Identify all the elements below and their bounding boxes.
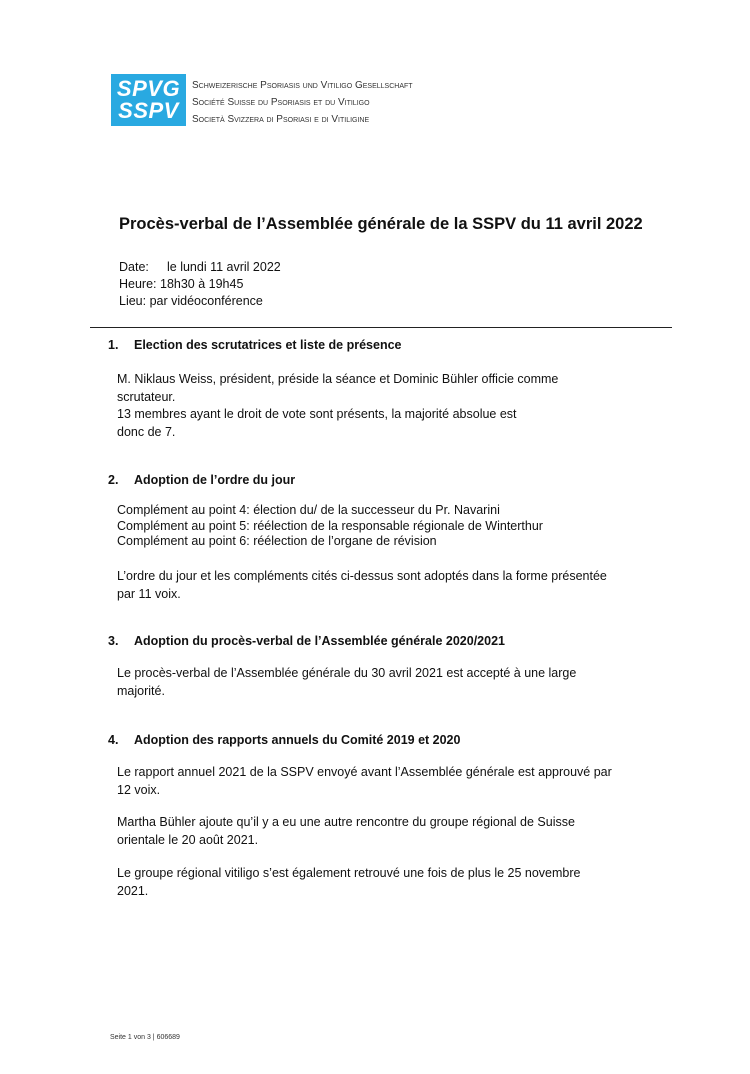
section-title: Adoption du procès-verbal de l’Assemblée générale 2020/2021 bbox=[134, 634, 505, 648]
paragraph-line: scrutateur. bbox=[117, 389, 176, 404]
header-divider bbox=[90, 327, 672, 328]
logo-line-spvg: SPVG bbox=[116, 76, 181, 101]
paragraph-line: Le groupe régional vitiligo s’est également retrouvé une fois de plus le 25 novembre bbox=[117, 866, 581, 880]
section-heading-3 bbox=[108, 634, 505, 648]
paragraph-line: Martha Bühler ajoute qu’il y a eu une autre rencontre du groupe régional de Suisse bbox=[117, 815, 575, 829]
paragraph-line: Complément au point 5: réélection de la responsable régionale de Winterthur bbox=[117, 518, 543, 533]
society-name-de: Schweizerische Psoriasis und Vitiligo Gesellschaft bbox=[192, 80, 413, 91]
section-3-paragraph-1 bbox=[117, 665, 576, 700]
meeting-place: Lieu: par vidéoconférence bbox=[119, 294, 263, 308]
paragraph-line: orientale le 20 août 2021. bbox=[117, 832, 259, 847]
section-4-paragraph-3 bbox=[117, 865, 580, 900]
date-value: le lundi 11 avril 2022 bbox=[167, 260, 281, 274]
section-heading-2 bbox=[108, 473, 295, 487]
section-number: 3. bbox=[108, 634, 119, 648]
meeting-meta bbox=[119, 259, 281, 310]
section-heading-4 bbox=[108, 733, 460, 747]
logo-line-sspv: SSPV bbox=[118, 98, 179, 123]
paragraph-line: donc de 7. bbox=[117, 424, 176, 439]
paragraph-line: 2021. bbox=[117, 883, 149, 898]
paragraph-line: Complément au point 6: réélection de l’organe de révision bbox=[117, 534, 437, 548]
section-title: Adoption des rapports annuels du Comité 2019 et 2020 bbox=[134, 733, 461, 747]
society-name-it: Società Svizzera di Psoriasi e di Vitiligine bbox=[192, 114, 370, 125]
section-2-paragraph-2 bbox=[117, 568, 607, 603]
section-1-paragraph-1 bbox=[117, 371, 558, 441]
document-title: Procès-verbal de l’Assemblée générale de la SSPV du 11 avril 2022 bbox=[119, 215, 643, 233]
paragraph-line: 12 voix. bbox=[117, 782, 161, 797]
page-footer: Seite 1 von 3 | 606689 bbox=[110, 1034, 180, 1041]
section-number: 4. bbox=[108, 733, 119, 747]
section-number: 2. bbox=[108, 473, 119, 487]
section-number: 1. bbox=[108, 338, 119, 352]
paragraph-line: par 11 voix. bbox=[117, 586, 181, 601]
date-label: Date: bbox=[119, 260, 149, 274]
paragraph-line: Le procès-verbal de l’Assemblée générale du 30 avril 2021 est accepté à une large bbox=[117, 666, 577, 680]
meeting-date bbox=[119, 259, 281, 276]
section-4-paragraph-1 bbox=[117, 764, 612, 799]
section-4-paragraph-2 bbox=[117, 814, 575, 849]
society-names bbox=[192, 77, 413, 128]
paragraph-line: 13 membres ayant le droit de vote sont présents, la majorité absolue est bbox=[117, 407, 517, 421]
paragraph-line: majorité. bbox=[117, 683, 165, 698]
society-name-fr: Société Suisse du Psoriasis et du Vitiligo bbox=[192, 97, 370, 108]
section-title: Adoption de l’ordre du jour bbox=[134, 473, 296, 487]
society-logo bbox=[111, 74, 186, 126]
section-heading-1 bbox=[108, 338, 401, 352]
paragraph-line: Le rapport annuel 2021 de la SSPV envoyé avant l’Assemblée générale est approuvé par bbox=[117, 765, 612, 779]
section-2-paragraph-1 bbox=[117, 503, 543, 550]
meeting-time: Heure: 18h30 à 19h45 bbox=[119, 277, 244, 291]
paragraph-line: L’ordre du jour et les compléments cités ci-dessus sont adoptés dans la forme présentée bbox=[117, 569, 607, 583]
paragraph-line: M. Niklaus Weiss, président, préside la séance et Dominic Bühler officie comme bbox=[117, 372, 559, 386]
section-title: Election des scrutatrices et liste de présence bbox=[134, 338, 402, 352]
paragraph-line: Complément au point 4: élection du/ de la successeur du Pr. Navarini bbox=[117, 503, 500, 517]
